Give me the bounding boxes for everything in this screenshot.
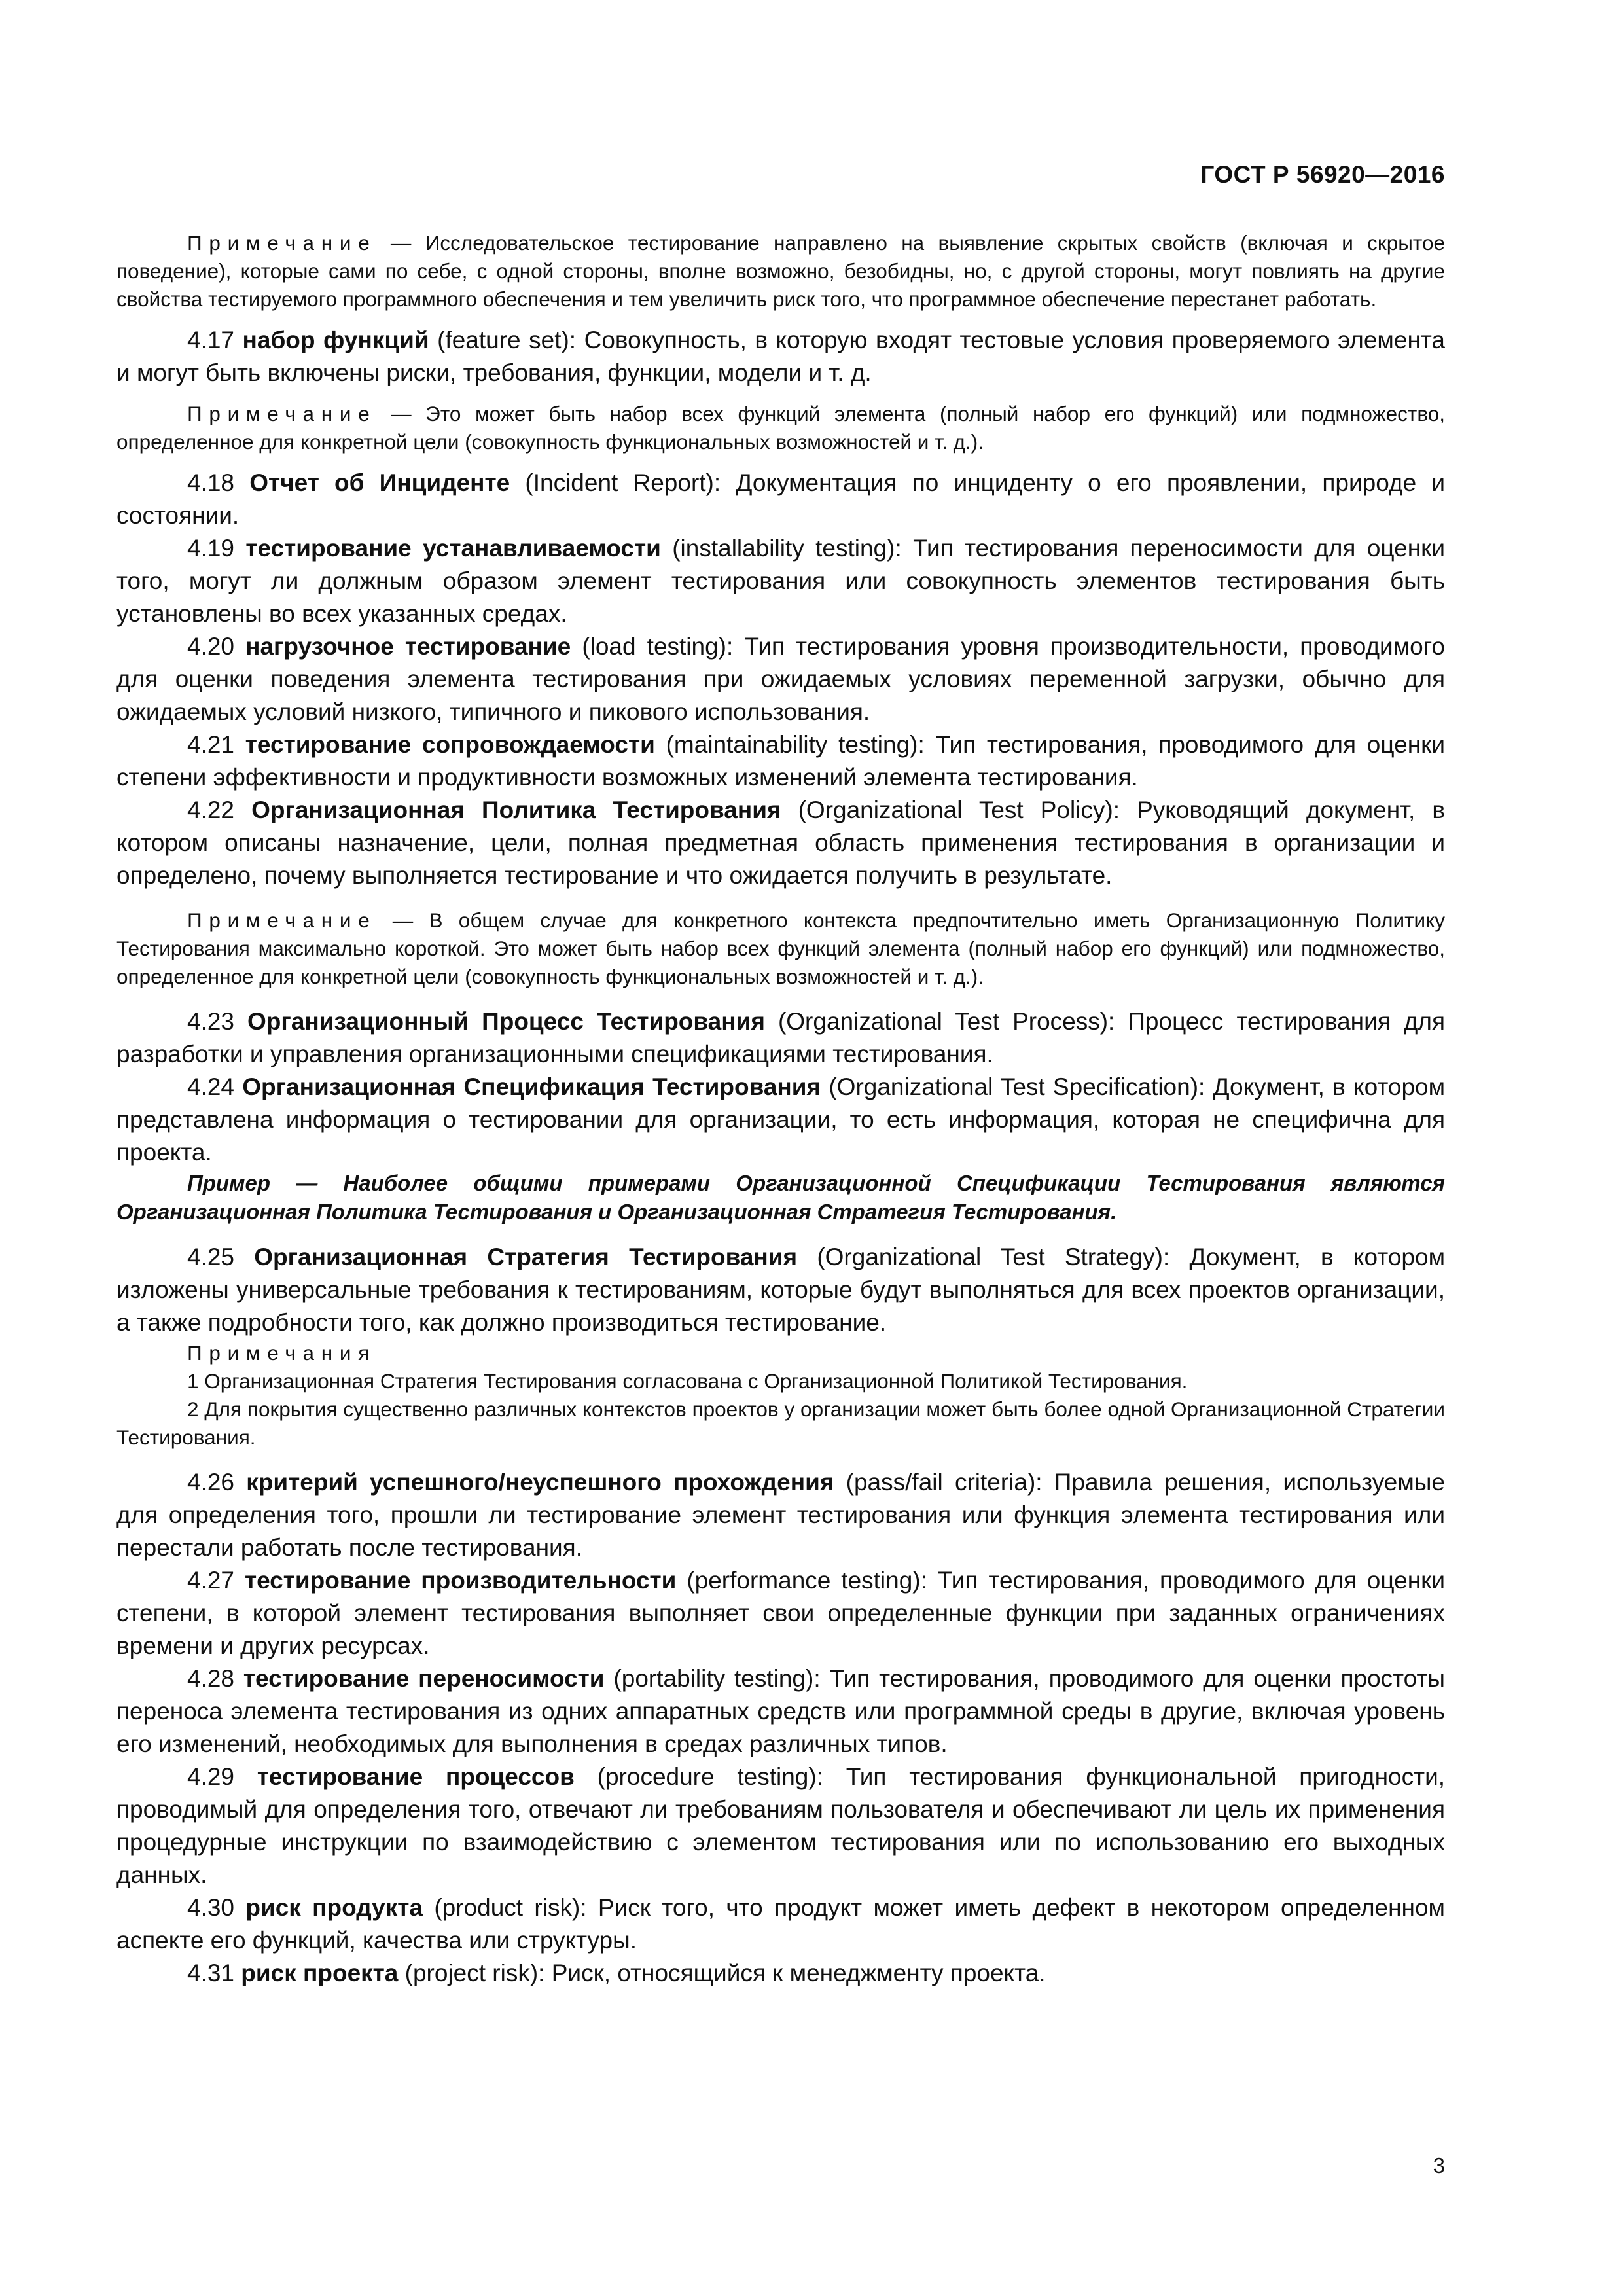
term-4-31: 4.31 риск проекта (project risk): Риск, относящийся к менеджменту проекта. [187, 1960, 1046, 1986]
notes-heading: Примечания [187, 1341, 376, 1365]
term-4-18: 4.18 Отчет об Инциденте (Incident Report): Документация по инциденту о его проявлении, природе и состоянии. [116, 469, 1446, 529]
note-label: Примечание [187, 908, 377, 932]
term-4-17: 4.17 набор функций (feature set): Совокупность, в которую входят тестовые условия проверяемого элемента и могут быть включены риски, требования, функции, модели и т. д. [116, 327, 1445, 386]
note-label: Примечание [187, 402, 377, 425]
term-name: Организационная Политика Тестирования [251, 797, 781, 823]
term-name: критерий успешного/неуспешного прохождения [246, 1469, 834, 1496]
term-4-19: 4.19 тестирование устанавливаемости (installability testing): Тип тестирования переносимости для оценки того, могут ли должным образом элемент тестирования или совокупность элементов тестирования быть установлены во всех указанных средах. [116, 535, 1446, 627]
term-name: Организационная Стратегия Тестирования [254, 1244, 798, 1270]
term-4-22: 4.22 Организационная Политика Тестирования (Organizational Test Policy): Руководящий документ, в котором описаны назначение, цели, полная предметная область применения тестирования в организации и определено, почему выполняется тестирование и что ожидается получить в результате. [116, 797, 1445, 889]
term-4-21: 4.21 тестирование сопровождаемости (maintainability testing): Тип тестирования, проводимого для оценки степени эффективности и продуктивности возможных изменений элемента тестирования. [116, 731, 1446, 791]
term-name: риск продукта [245, 1894, 423, 1921]
note-exploratory: Примечание — Исследовательское тестирование направлено на выявление скрытых свойств (включая и скрытое поведение), которые сами по себе, с одной стороны, вполне возможно, безобидны, но, с другой стороны, могут повлиять на другие свойства тестируемого программного обеспечения и тем увеличить риск того, что программное обеспечение перестанет работать. [116, 231, 1445, 311]
note-label: Примечание [187, 231, 377, 255]
document-header-id: ГОСТ Р 56920—2016 [1200, 161, 1445, 188]
term-name: нагрузочное тестирование [245, 633, 571, 660]
term-name: тестирование процессов [257, 1763, 575, 1790]
term-4-27: 4.27 тестирование производительности (performance testing): Тип тестирования, проводимого для оценки степени, в которой элемент тестирования выполняет свои определенные функции при заданных ограничениях времени и других ресурсах. [116, 1567, 1446, 1659]
term-4-30: 4.30 риск продукта (product risk): Риск того, что продукт может иметь дефект в некотором определенном аспекте его функций, качества или структуры. [116, 1894, 1445, 1954]
term-name: риск проекта [241, 1960, 399, 1986]
term-name: тестирование производительности [244, 1567, 677, 1594]
term-4-29: 4.29 тестирование процессов (procedure testing): Тип тестирования функциональной пригодности, проводимый для определения того, отвечают ли требованиям пользователя и обеспечивают ли цель их применения процедурные инструкции по взаимодействию с элементом тестирования или по использованию его выходных данных. [116, 1763, 1446, 1888]
term-4-23: 4.23 Организационный Процесс Тестирования (Organizational Test Process): Процесс тестирования для разработки и управления организационными спецификациями тестирования. [116, 1008, 1446, 1067]
term-name: тестирование сопровождаемости [245, 731, 655, 758]
document-body [116, 229, 1445, 1990]
note-feature-set: Примечание — Это может быть набор всех функций элемента (полный набор его функций) или подмножество, определенное для конкретной цели (совокупность функциональных возможностей и т. д.). [116, 402, 1445, 454]
term-name: Организационная Спецификация Тестирования [242, 1073, 821, 1100]
term-name: тестирование устанавливаемости [245, 535, 661, 562]
note-item-1: 1 Организационная Стратегия Тестирования согласована с Организационной Политикой Тестирования. [187, 1369, 1188, 1393]
term-name: набор функций [242, 327, 429, 353]
term-4-25: 4.25 Организационная Стратегия Тестирования (Organizational Test Strategy): Документ, в котором изложены универсальные требования к тестированиям, которые будут выполняться для всех проектов организации, а также подробности того, как должно производиться тестирование. [116, 1244, 1446, 1336]
term-4-24: 4.24 Организационная Спецификация Тестирования (Organizational Test Specification): Документ, в котором представлена информация о тестировании для организации, то есть информация, которая не специфична для проекта. [116, 1073, 1446, 1166]
term-name: Организационный Процесс Тестирования [247, 1008, 765, 1035]
example-paragraph: Пример — Наиболее общими примерами Организационной Спецификации Тестирования являются Организационная Политика Тестирования и Организационная Стратегия Тестирования. [116, 1171, 1445, 1224]
term-4-20: 4.20 нагрузочное тестирование (load testing): Тип тестирования уровня производительности, проводимого для оценки поведения элемента тестирования при ожидаемых условиях переменной загрузки, обычно для ожидаемых условий низкого, типичного и пикового использования. [116, 633, 1445, 725]
term-name: тестирование переносимости [243, 1665, 605, 1692]
term-name: Отчет об Инциденте [249, 469, 510, 496]
term-4-28: 4.28 тестирование переносимости (portability testing): Тип тестирования, проводимого для оценки простоты переноса элемента тестирования из одних аппаратных средств или программной среды в другие, включая уровень его изменений, необходимых для выполнения в средах различных типов. [116, 1665, 1445, 1757]
page-number: 3 [1433, 2153, 1445, 2178]
note-item-2: 2 Для покрытия существенно различных контекстов проектов у организации может быть более одной Организационной Стратегии Тестирования. [116, 1397, 1445, 1449]
note-test-policy: Примечание — В общем случае для конкретного контекста предпочтительно иметь Организационную Политику Тестирования максимально короткой. Это может быть набор всех функций элемента (полный набор его функций) или подмножество, определенное для конкретной цели (совокупность функциональных возможностей и т. д.). [116, 908, 1445, 988]
term-4-26: 4.26 критерий успешного/неуспешного прохождения (pass/fail criteria): Правила решения, используемые для определения того, прошли ли тестирование элемент тестирования или функция элемента тестирования или перестали работать после тестирования. [116, 1469, 1445, 1561]
